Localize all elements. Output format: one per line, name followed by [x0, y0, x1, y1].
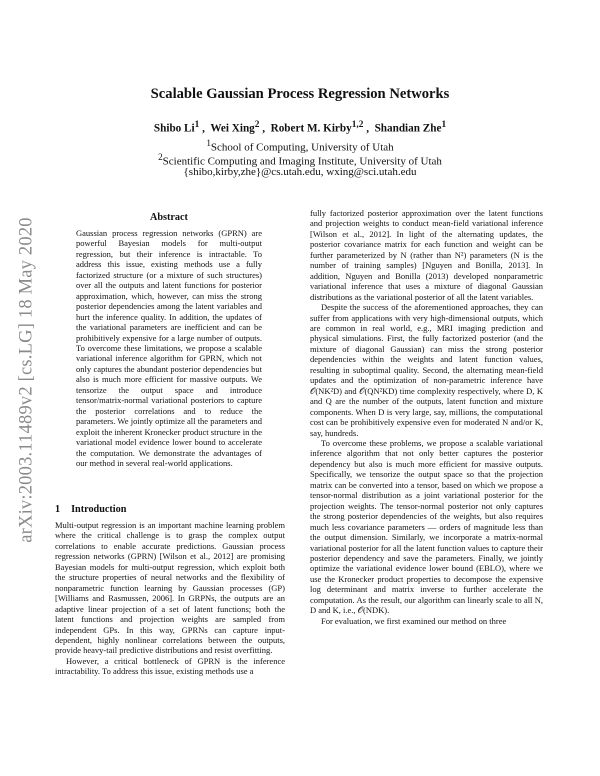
arxiv-stamp [14, 184, 40, 576]
paragraph: fully factorized posterior approximation over the latent functions and projection weights to conduct mean-field variational inference [Wilson et al., 2012]. In light of the alternating updates, the posterior covariance matrix for each function and weight can be further parameterized by N (rather than N²) parameters (N is the number of training samples) [Nguyen and Bonilla, 2013]. In addition, Nguyen and Bonilla (2013) developed nonparametric variational inference that uses a mixture of diagonal Gaussian distributions as the variational posterior of all the latent variables. [310, 208, 543, 302]
author-name: Shibo Li [153, 122, 195, 135]
arxiv-stamp-text: arXiv:2003.11489v2 [cs.LG] 18 May 2020 [16, 217, 37, 543]
section-heading [55, 504, 126, 515]
affiliation-text: Scientific Computing and Imaging Institute, University of Utah [162, 155, 442, 168]
abstract-body [76, 228, 262, 468]
affiliation-text: School of Computing, University of Utah [210, 141, 394, 154]
abstract-text: Gaussian process regression networks (GPRN) are powerful Bayesian models for multi-output regression, but their inference is intractable. To address this issue, existing methods use a fully factorized structure (or a mixture of such structures) over all the outputs and latent functions for posterior approximation, which, however, can miss the strong posterior dependencies among the latent variables and hurt the inference quality. In addition, the updates of the variational parameters are inefficient and can be prohibitively expensive for a large number of outputs. To overcome these limitations, we propose a scalable variational inference algorithm for GPRN, which not only captures the abundant posterior dependencies but also is much more efficient for massive outputs. We tensorize the output space and introduce tensor/matrix-normal variational posteriors to capture the posterior correlations and to reduce the parameters. We jointly optimize all the parameters and exploit the inherent Kronecker product structure in the variational model evidence lower bound to accelerate the computation. We demonstrate the advantages of our method in several real-world applications. [76, 228, 262, 468]
author-sup: 1,2 [351, 120, 364, 130]
author-sup: 1 [194, 120, 200, 130]
section-title: Introduction [71, 504, 127, 515]
author-name: Robert M. Kirby [270, 122, 352, 135]
author-list: Shibo Li$^1$ , Wei Xing$^2$ , Robert M. Kirby$^{1,2}$ , Shandian Zhe$^1$ [153, 120, 447, 135]
paragraph: Despite the success of the aforementioned approaches, they can suffer from applications with very high-dimensional outputs, which are common in real world, e.g., MRI imaging prediction and physical simulations. First, the fully factorized posterior (and the mixture of diagonal Gaussian) can miss the strong posterior dependencies within the weights and latent function values, resulting in suboptimal quality. Second, the alternating mean-field updates and the optimization of non-parametric inference have 𝒪(NK²D) and 𝒪(QN²KD) time complexity respectively, where D, K and Q are the number of the outputs, latent function and mixture components. When D is very large, say, millions, the computational cost can be prohibitively expensive even for moderated N and/or K, say, hundreds. [310, 302, 543, 438]
intro-column [55, 520, 285, 677]
affiliation-sup: 1 [206, 138, 211, 148]
section-number: 1 [55, 504, 61, 515]
paragraph: To overcome these problems, we propose a scalable variational inference algorithm that not only better captures the posterior dependency but also is much more efficient for massive outputs. Specifically, we tensorize the output space so that the projection matrix can be converted into a tensor, based on which we propose a tensor-normal distribution as a joint variational posterior for the projection weights. The tensor-normal posterior not only captures the strong posterior dependencies of the weights, but also requires much less covariance parameters — orders of magnitude less than the output dimension. Similarly, we incorporate a matrix-normal variational posterior for all the latent function values to capture their posterior dependency and save the parameters. Finally, we jointly optimize the variational evidence lower bound (EBLO), where we use the Kronecker product properties to decompose the expensive log determinant and matrix inverse to further accelerate the computation. As the result, our algorithm can linearly scale to all N, D and K, i.e., 𝒪(NDK). [310, 437, 543, 616]
paragraph: Multi-output regression is an important machine learning problem where the critical challenge is to grasp the complex output correlations to enable accurate predictions. Gaussian process regression networks (GPRN) [Wilson et al., 2012] are promising Bayesian models for multi-output regression, which exploit both the structure properties of neural networks and the flexibility of nonparametric function learning by Gaussian processes (GP) [Williams and Rasmussen, 2006]. In GRPNs, the outputs are an adaptive linear projection of a set of latent functions; both the latent functions and projection weights are sampled from independent GPs. In this way, GPRNs can capture input-dependent, highly nonlinear correlations between the outputs, provide heavy-tail predictive distributions and resist overfitting. [55, 520, 285, 656]
right-column [310, 208, 543, 626]
author-name: Shandian Zhe [374, 122, 442, 135]
paragraph: For evaluation, we first examined our method on three [321, 615, 507, 626]
author-emails: {shibo,kirby,zhe}@cs.utah.edu, wxing@sci.utah.edu [183, 166, 417, 178]
paragraph: However, a critical bottleneck of GPRN is the inference intractability. To address this issue, existing methods use a [55, 655, 285, 677]
author-name: Wei Xing [210, 122, 255, 135]
abstract-heading: Abstract [150, 212, 188, 223]
paper-title: Scalable Gaussian Process Regression Networks [150, 86, 450, 102]
affiliation-sup: 2 [158, 152, 163, 162]
author-sup: 2 [254, 120, 260, 130]
author-sup: 1 [441, 120, 447, 130]
